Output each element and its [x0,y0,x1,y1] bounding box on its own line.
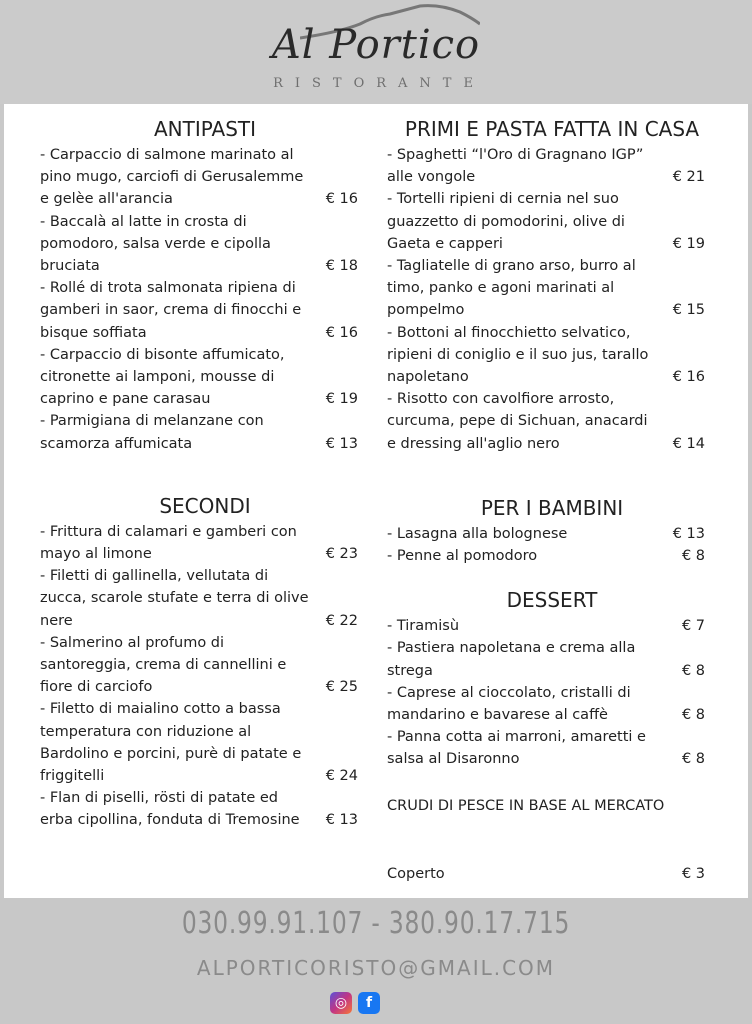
section-title-antipasti: ANTIPASTI [153,117,257,141]
menu-item [387,144,717,188]
menu-item-text: - Rollé di trota salmonata ripiena di gamberi in saor, crema di finocchi e bisque soffiata [40,280,302,341]
menu-item [40,787,370,831]
logo-subtitle: RISTORANTE [273,76,485,91]
menu-item [387,637,717,681]
menu-item-price: € 19 [672,235,705,252]
right-column [387,114,717,885]
menu-item-price: € 15 [672,302,705,319]
menu-item-price: € 13 [325,435,358,452]
menu-item-text: - Lasagna alla bolognese [387,525,568,542]
coperto-label: Coperto [387,865,445,882]
menu-item-text: - Bottoni al finocchietto selvatico, ripieni di coniglio e il suo jus, tarallo napoletano [387,324,649,386]
menu-item-price: € 22 [325,612,358,629]
bambini-list [387,523,717,567]
menu-item [387,188,717,255]
menu-item [40,211,370,278]
menu-item-price: € 14 [672,435,705,452]
menu-item-price: € 23 [325,546,358,563]
section-title-secondi: SECONDI [159,493,251,518]
coperto-row [387,863,717,885]
menu-item-price: € 16 [325,191,358,208]
menu-item-text: - Carpaccio di salmone marinato al pino mugo, carciofi di Gerusalemme e gelèe all'arancia [40,147,304,208]
primi-list [387,144,717,455]
menu-item [387,545,717,567]
menu-item-text: - Spaghetti “l'Oro di Gragnano IGP” alle vongole [387,147,644,186]
social-links [330,992,380,1014]
menu-item [40,344,370,411]
header [0,0,752,104]
menu-item-text: - Baccalà al latte in crosta di pomodoro, salsa verde e cipolla bruciata [40,213,271,275]
menu-item-price: € 25 [325,679,358,696]
menu-item-price: € 7 [681,618,705,635]
facebook-icon[interactable]: f [358,992,380,1014]
menu-item-text: - Tiramisù [387,618,460,635]
menu-item-text: - Risotto con cavolfiore arrosto, curcuma, pepe di Sichuan, anacardi e dressing all'aglio nero [387,391,648,452]
footer [0,898,752,1024]
menu-item-price: € 16 [325,324,358,341]
menu-item [387,726,717,770]
menu-item-text: - Frittura di calamari e gamberi con mayo al limone [40,523,297,563]
menu-item-price: € 19 [325,391,358,408]
menu-item-text: - Caprese al cioccolato, cristalli di mandarino e bavarese al caffè [387,684,631,724]
phone-numbers[interactable]: 030.99.91.107 - 380.90.17.715 [181,906,571,941]
menu-page [4,104,748,898]
menu-item [387,682,717,726]
menu-item-text: - Penne al pomodoro [387,548,538,565]
menu-item [387,523,717,545]
menu-item-price: € 18 [325,258,358,275]
menu-item-price: € 13 [325,812,358,829]
menu-item [40,410,370,454]
menu-item-text: - Pastiera napoletana e crema alla strega [387,640,636,679]
menu-item-text: - Tagliatelle di grano arso, burro al timo, panko e agoni marinati al pompelmo [387,258,636,319]
antipasti-list [40,144,370,455]
left-column [40,114,370,962]
menu-item-price: € 13 [672,525,705,542]
coperto-price: € 3 [681,865,705,882]
menu-item-text: - Filetto di maialino cotto a bassa temperatura con riduzione al Bardolino e porcini, purè di patate e friggitelli [40,701,302,785]
menu-item-text: - Panna cotta ai marroni, amaretti e salsa al Disaronno [387,729,646,768]
menu-item [387,255,717,322]
email-address[interactable]: ALPORTICORISTO@GMAIL.COM [196,956,556,980]
menu-item-text: - Carpaccio di bisonte affumicato, citronette ai lamponi, mousse di caprino e pane carasau [40,346,285,408]
menu-item [40,277,370,344]
instagram-icon[interactable]: ◎ [330,992,352,1014]
menu-item [40,632,370,699]
section-title-bambini: PER I BAMBINI [480,495,624,520]
secondi-list [40,521,370,832]
menu-item [40,144,370,211]
menu-item-price: € 8 [681,662,705,679]
section-title-primi: PRIMI E PASTA FATTA IN CASA [404,117,700,141]
menu-item [40,521,370,565]
menu-item-text: - Salmerino al profumo di santoreggia, crema di cannellini e fiore di carciofo [40,634,287,696]
menu-item-text: - Flan di piselli, rösti di patate ed erba cipollina, fonduta di Tremosine [40,790,300,829]
menu-item [40,565,370,632]
menu-item-price: € 16 [672,369,705,386]
menu-item-price: € 8 [681,751,705,768]
menu-item-price: € 8 [681,707,705,724]
menu-item-text: - Tortelli ripieni di cernia nel suo guazzetto di pomodorini, olive di Gaeta e capperi [387,191,625,252]
menu-item-text: - Parmigiana di melanzane con scamorza affumicata [40,413,264,452]
menu-item [387,615,717,637]
menu-item-text: - Filetti di gallinella, vellutata di zucca, scarole stufate e terra di olive nere [40,568,309,629]
dessert-list [387,615,717,770]
crudi-note: CRUDI DI PESCE IN BASE AL MERCATO [387,797,665,814]
menu-item [387,322,717,389]
menu-item-price: € 8 [681,548,705,565]
menu-item [40,698,370,787]
section-title-dessert: DESSERT [506,588,598,613]
menu-item-price: € 21 [672,169,705,186]
logo-title: Al Portico [271,22,481,68]
menu-item-price: € 24 [325,768,358,785]
menu-item [387,388,717,455]
